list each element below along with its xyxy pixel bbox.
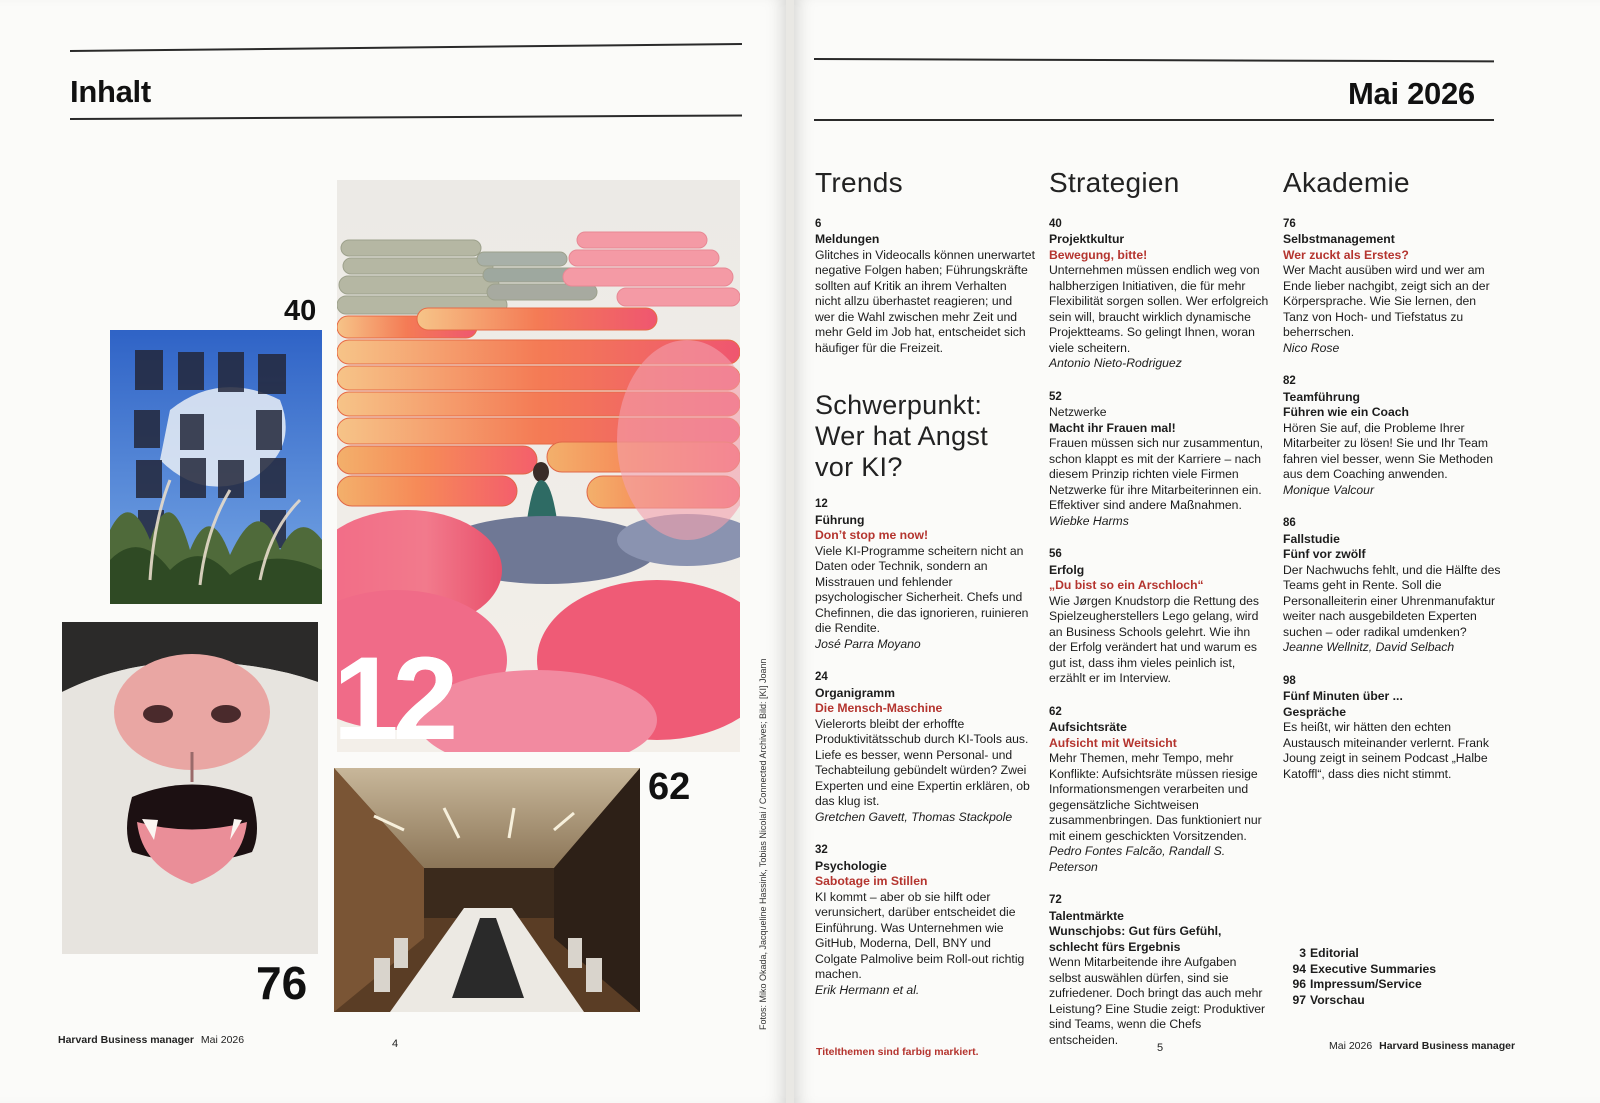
conference-room-photo — [334, 768, 640, 1012]
column-trends — [815, 168, 1035, 1016]
toc-entry[interactable] — [1283, 674, 1503, 783]
entry-author: Erik Hermann et al. — [815, 982, 920, 997]
toc-entry[interactable] — [1283, 217, 1503, 357]
entry-page: 52 — [1049, 390, 1062, 403]
entry-page: 24 — [815, 671, 828, 684]
column-strategien — [1049, 168, 1269, 1066]
entry-text: KI kommt – aber ob sie hilft oder verunsichert, darüber entscheidet die Einführung. Was Unternehmen wie GitHub, Moderna, Dell, BNY und Colgate Palmolive beim Roll-out richtig machen. — [815, 889, 1025, 982]
entry-category: Psychologie — [815, 858, 887, 873]
extras-page: 94 — [1292, 961, 1306, 976]
entry-category: Talentmärkte — [1049, 908, 1124, 923]
toc-entry[interactable] — [1049, 893, 1269, 1048]
entry-text: Es heißt, wir hätten den echten Austausch miteinander verlernt. Frank Joung zeigt in seinem Podcast „Halbe Katoffl“, dass dies nicht stimmt. — [1283, 720, 1489, 781]
toc-entry[interactable] — [815, 843, 1035, 998]
toc-entry[interactable] — [1283, 516, 1503, 656]
extras-label: Impressum/Service — [1310, 977, 1422, 991]
entry-page: 12 — [815, 498, 828, 511]
entry-category: Organigramm — [815, 685, 895, 700]
entry-category: Erfolg — [1049, 562, 1085, 577]
entry-author: Monique Valcour — [1283, 482, 1375, 497]
entry-category: Fallstudie — [1283, 531, 1340, 546]
entry-headline: Führen wie ein Coach — [1283, 405, 1409, 420]
entry-page: 86 — [1283, 517, 1296, 530]
extras-item[interactable] — [1286, 993, 1436, 1009]
entry-author: Pedro Fontes Falcão, Randall S. Peterson — [1049, 844, 1226, 874]
photo-credit: Fotos: Miko Okada, Jacqueline Hassink, Tobias Nicolai / Connected Archives; Bild: [KI] Joann — [758, 658, 768, 1030]
page-title: Inhalt — [70, 74, 151, 109]
top-rule — [70, 43, 742, 52]
entry-headline: Die Mensch-Maschine — [815, 701, 943, 716]
cat-nose-photo — [62, 622, 318, 954]
entry-page: 40 — [1049, 217, 1062, 230]
entry-text: Wenn Mitarbeitende ihre Aufgaben selbst auswählen dürfen, sind sie zufriedener. Doch bringt das auch mehr Leistung? Eine Studie zeigt: Produktiver sind Teams, wenn die Chefs entscheiden. — [1049, 955, 1266, 1047]
entry-headline: Don’t stop me now! — [815, 528, 929, 543]
entry-headline: Fünf vor zwölf — [1283, 547, 1366, 562]
entry-headline: „Du bist so ein Arschloch“ — [1049, 578, 1204, 593]
toc-entry[interactable] — [1049, 390, 1269, 530]
entry-author: Wiebke Harms — [1049, 513, 1129, 528]
toc-entry[interactable] — [1049, 217, 1269, 372]
entry-category: Meldungen — [815, 232, 880, 247]
entry-headline: Wer zuckt als Erstes? — [1283, 247, 1409, 262]
right-page-number: 5 — [1157, 1042, 1164, 1054]
entry-text: Vielerorts bleibt der erhoffte Produktivitätsschub durch KI-Tools aus. Liefe es besser, wenn Personal- und Techabteilung gebündelt würden? Zwei Experten und eine Expertin erklären, ob das klug ist. — [815, 716, 1030, 809]
entry-text: Mehr Themen, mehr Tempo, mehr Konflikte: Aufsichtsräte müssen riesige Informationsmengen verarbeiten und gegensätzliche Sichtweisen zusammenbringen. Das funktioniert nur mit einem geschickten Vorsitzenden. — [1049, 751, 1262, 843]
toc-entry[interactable] — [1049, 705, 1269, 876]
entry-text: Der Nachwuchs fehlt, und die Hälfte des Teams geht in Rente. Soll die Personalleiterin einer Uhrenmanufaktur weiter nach ausgebildeten Experten suchen – oder radikal umdenken? — [1283, 562, 1501, 639]
entry-text: Wer Macht ausüben wird und wer am Ende lieber nachgibt, zeigt sich an der Körpersprache. Wie Sie lernen, den Tanz von Hoch- und Tiefstatus zu beherrschen. — [1283, 263, 1490, 340]
entry-author: José Parra Moyano — [815, 636, 921, 651]
entry-category: Fünf Minuten über ... — [1283, 689, 1403, 704]
extras-label: Editorial — [1310, 946, 1359, 960]
toc-entry[interactable] — [815, 497, 1035, 652]
entry-headline: Sabotage im Stillen — [815, 874, 928, 889]
page-marker-12-text: 12 — [333, 633, 453, 765]
footer-date: Mai 2026 — [200, 1034, 245, 1046]
toc-entry[interactable] — [1283, 374, 1503, 498]
entry-text: Hören Sie auf, die Probleme Ihrer Mitarbeiter zu lösen! Sie und Ihr Team fahren viel besser, wenn Sie Methoden aus dem Coaching anwenden. — [1283, 420, 1494, 482]
toc-entry[interactable] — [815, 670, 1035, 825]
entry-page: 76 — [1283, 217, 1296, 230]
extras-list — [1286, 946, 1436, 1008]
section-heading-akademie: Akademie — [1283, 167, 1410, 198]
page-marker-40: 40 — [284, 295, 317, 327]
entry-category: Netzwerke — [1049, 405, 1107, 420]
title-rule — [70, 114, 742, 120]
page-marker-76: 76 — [256, 957, 308, 1009]
extras-page: 97 — [1292, 992, 1306, 1007]
extras-label: Vorschau — [1310, 992, 1365, 1007]
entry-headline: Bewegung, bitte! — [1049, 247, 1148, 262]
toc-entry[interactable] — [815, 217, 1035, 357]
extras-page: 3 — [1299, 946, 1306, 960]
left-page — [0, 0, 786, 1103]
entry-category: Teamführung — [1283, 389, 1360, 404]
entry-author: Antonio Nieto-Rodriguez — [1049, 356, 1182, 371]
left-page-number: 4 — [392, 1038, 399, 1050]
footer-brand: Harvard Business manager — [1379, 1040, 1516, 1052]
focus-heading: Schwerpunkt: Wer hat Angst vor KI? — [815, 390, 988, 483]
extras-item[interactable] — [1286, 946, 1436, 962]
entry-text: Viele KI-Programme scheitern nicht an Daten oder Technik, sondern an Misstrauen und fehlender psychologischer Sicherheit. Chefs und Chefinnen, die das ignorieren, ruinieren die Rendite. — [815, 543, 1029, 636]
entry-page: 56 — [1049, 548, 1062, 561]
right-footer — [1329, 1040, 1515, 1052]
page-marker-62: 62 — [648, 766, 691, 808]
entry-page: 72 — [1049, 894, 1062, 907]
column-akademie — [1283, 168, 1503, 800]
extras-page: 96 — [1292, 977, 1306, 991]
entry-page: 82 — [1283, 375, 1296, 388]
page-marker-12 — [333, 633, 453, 765]
entry-category: Führung — [815, 512, 865, 527]
entry-headline: Aufsicht mit Weitsicht — [1049, 735, 1177, 750]
entry-category: Aufsichtsräte — [1049, 720, 1127, 735]
entry-page: 32 — [815, 844, 828, 857]
footer-brand: Harvard Business manager — [58, 1034, 194, 1046]
entry-page: 6 — [815, 217, 822, 230]
issue-date-title: Mai 2026 — [1348, 76, 1475, 111]
section-heading-trends: Trends — [815, 167, 903, 198]
entry-text: Glitches in Videocalls können unerwartet negative Folgen haben; Führungskräfte sollten auf Kritik an ihrem Verhalten nicht allzu überhastet reagieren; und wer die Wahl zwischen mehr Zeit und mehr Geld im Job hat, entscheidet sich häufiger für die Freizeit. — [815, 247, 1035, 355]
entry-headline: Gespräche — [1283, 704, 1347, 719]
entry-text: Wie Jørgen Knudstorp die Rettung des Spielzeugherstellers Lego gelang, wird an Business Schools gelehrt. Wie ihn der Erfolg verändert hat und warum es gut ist, dass ihm vieles peinlich ist, erzählt er im Interview. — [1049, 593, 1260, 686]
entry-category: Selbstmanagement — [1283, 232, 1395, 247]
cover-topics-note: Titelthemen sind farbig markiert. — [816, 1046, 979, 1058]
entry-author: Gretchen Gavett, Thomas Stackpole — [815, 809, 1013, 824]
extras-label: Executive Summaries — [1310, 961, 1437, 976]
extras-item[interactable] — [1286, 962, 1436, 978]
title-rule-right — [814, 119, 1494, 121]
section-heading-strategien: Strategien — [1049, 167, 1180, 198]
toc-entry[interactable] — [1049, 547, 1269, 687]
pampas-grass-photo — [110, 330, 322, 604]
entry-text: Unternehmen müssen endlich weg von halbherzigen Initiativen, die für mehr Flexibilität sorgen sollen. Wer erfolgreich sein will, braucht wirklich dynamische Projektteams. So gelingt Ihnen, woran viele scheitern. — [1049, 263, 1269, 355]
entry-author: Jeanne Wellnitz, David Selbach — [1283, 640, 1455, 655]
entry-category: Projektkultur — [1049, 232, 1125, 247]
entry-page: 62 — [1049, 705, 1062, 718]
footer-date: Mai 2026 — [1329, 1040, 1373, 1052]
left-footer — [58, 1034, 244, 1046]
entry-text: Frauen müssen sich nur zusammentun, schon klappt es mit der Karriere – nach diesem Prinzip richten viele Firmen Netzwerke für ihre Mitarbeiterinnen ein. Effektiver sind andere Maßnahmen. — [1049, 436, 1264, 513]
entry-headline: Wunschjobs: Gut fürs Gefühl, schlecht fürs Ergebnis — [1049, 924, 1222, 954]
entry-page: 98 — [1283, 674, 1296, 687]
extras-item[interactable] — [1286, 977, 1436, 993]
entry-headline: Macht ihr Frauen mal! — [1049, 420, 1176, 435]
entry-author: Nico Rose — [1283, 340, 1340, 355]
